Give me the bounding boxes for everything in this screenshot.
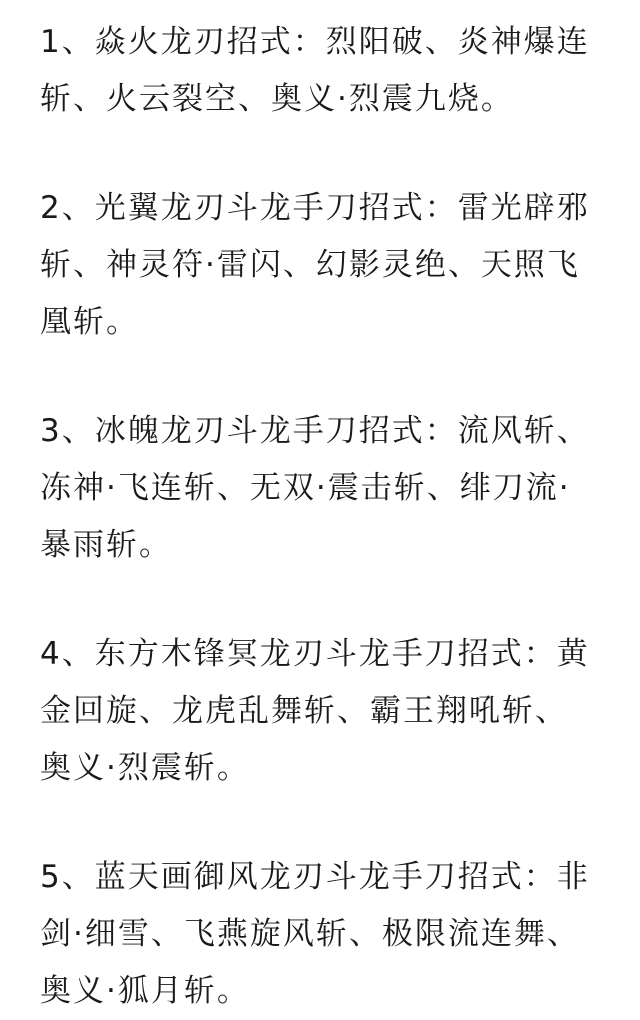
paragraph-4: 4、东方木锋冥龙刃斗龙手刀招式：黄金回旋、龙虎乱舞斩、霸王翔吼斩、奥义·烈震斩。: [40, 636, 590, 786]
paragraph-3: 3、冰魄龙刃斗龙手刀招式：流风斩、冻神·飞连斩、无双·震击斩、绯刀流·暴雨斩。: [40, 413, 590, 563]
paragraph-5: 5、蓝天画御风龙刃斗龙手刀招式：非剑·细雪、飞燕旋风斩、极限流连舞、奥义·狐月斩。: [40, 859, 590, 1009]
paragraph-2: 2、光翼龙刃斗龙手刀招式：雷光辟邪斩、神灵符·雷闪、幻影灵绝、天照飞凰斩。: [40, 190, 590, 340]
paragraph-1: 1、焱火龙刃招式：烈阳破、炎神爆连斩、火云裂空、奥义·烈震九烧。: [40, 24, 590, 117]
article-body: [40, 14, 600, 1020]
